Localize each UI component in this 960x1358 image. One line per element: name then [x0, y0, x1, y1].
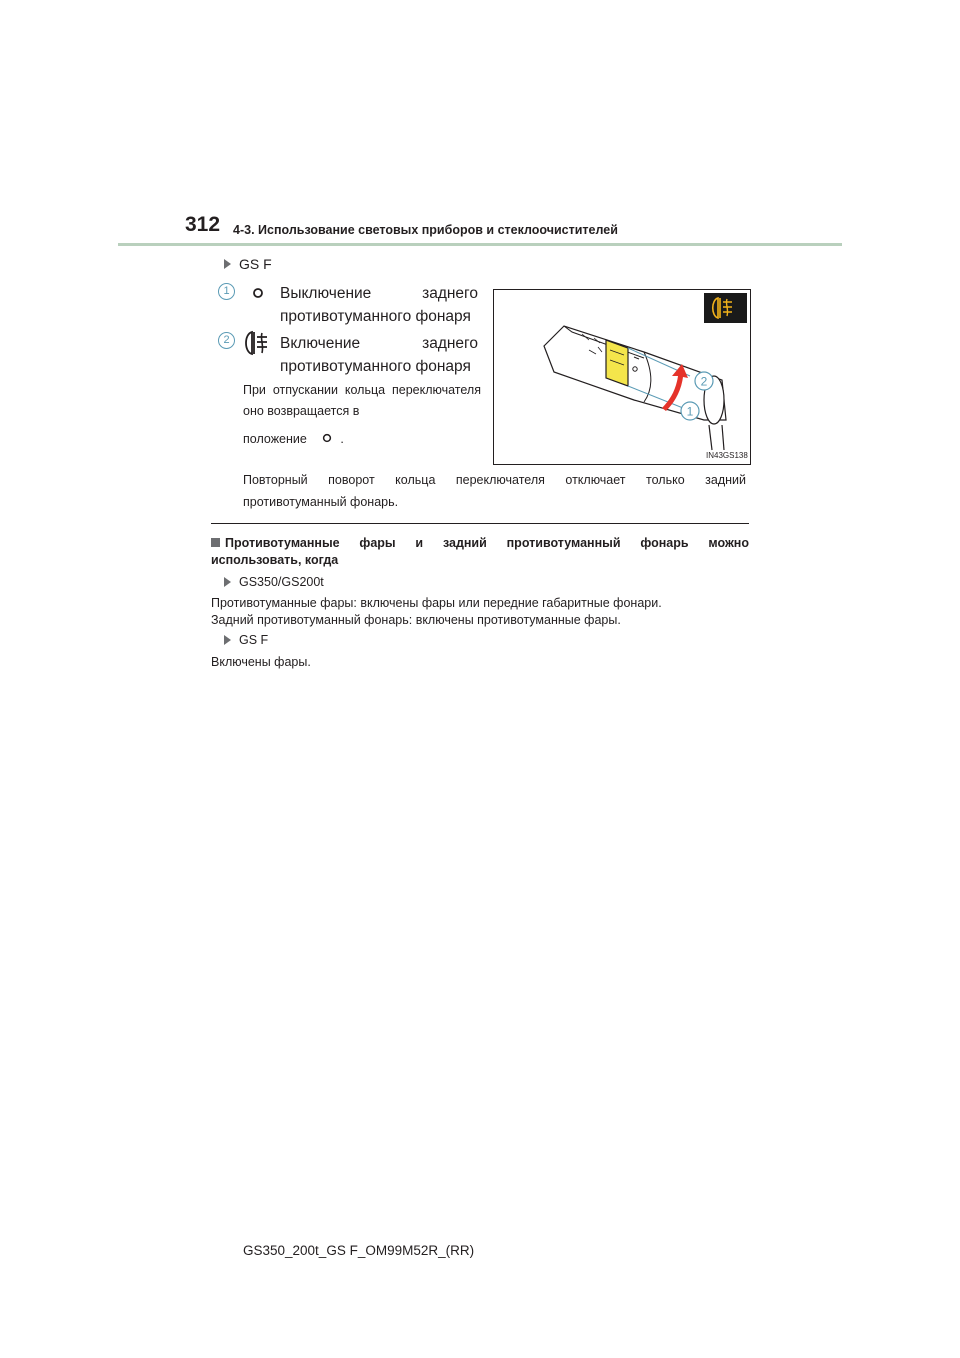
- model-label-gsf-conditions: GS F: [224, 632, 268, 649]
- callout-number-2: 2: [218, 332, 235, 349]
- section-separator: [211, 523, 749, 524]
- fog-off-indicator-icon: [252, 286, 264, 304]
- illustration-callout-2: [695, 372, 713, 390]
- bullet-triangle-icon: [224, 635, 231, 645]
- item-1-text: Выключение заднего противотуманного фонаря: [280, 285, 478, 325]
- page-number: 312: [185, 213, 221, 236]
- gsf-conditions: Включены фары.: [211, 655, 311, 669]
- svg-text:1: 1: [686, 404, 694, 419]
- document-code: GS350_200t_GS F_OM99M52R_(RR): [243, 1243, 475, 1258]
- model-label-gsf: GS F: [224, 256, 272, 272]
- illustration-code: IN43GS138: [706, 451, 748, 460]
- repeat-turn-note: Повторный поворот кольца переключателя отключает только задний противотуманный фонарь.: [243, 473, 746, 509]
- bullet-triangle-icon: [224, 259, 231, 269]
- section-title: 4-3. Использование световых приборов и стеклоочистителей: [233, 223, 618, 237]
- gs350-conditions: Противотуманные фары: включены фары или передние габаритные фонари. Задний противотуманный фонарь: включены противотуманные фары.: [211, 596, 662, 627]
- bullet-triangle-icon: [224, 577, 231, 587]
- rear-fog-lamp-indicator-icon: [704, 293, 747, 323]
- fog-off-position-icon: [322, 431, 332, 448]
- illustration-callout-1: [681, 402, 699, 420]
- release-note: При отпускании кольца переключателя оно возвращается в: [243, 383, 481, 418]
- model-label-gs350: GS350/GS200t: [224, 574, 324, 591]
- rear-fog-lamp-icon: [240, 329, 270, 362]
- callout-number-1: 1: [218, 283, 235, 300]
- svg-text:2: 2: [700, 374, 708, 389]
- heading-square-icon: [211, 538, 220, 547]
- conditions-heading: Противотуманные фары и задний противотуманный фонарь можно использовать, когда: [211, 536, 749, 567]
- release-note-position: положение .: [243, 431, 344, 448]
- fog-switch-illustration: [493, 289, 751, 465]
- item-2-text: Включение заднего противотуманного фонаря: [280, 335, 478, 375]
- header-rule: [118, 243, 842, 246]
